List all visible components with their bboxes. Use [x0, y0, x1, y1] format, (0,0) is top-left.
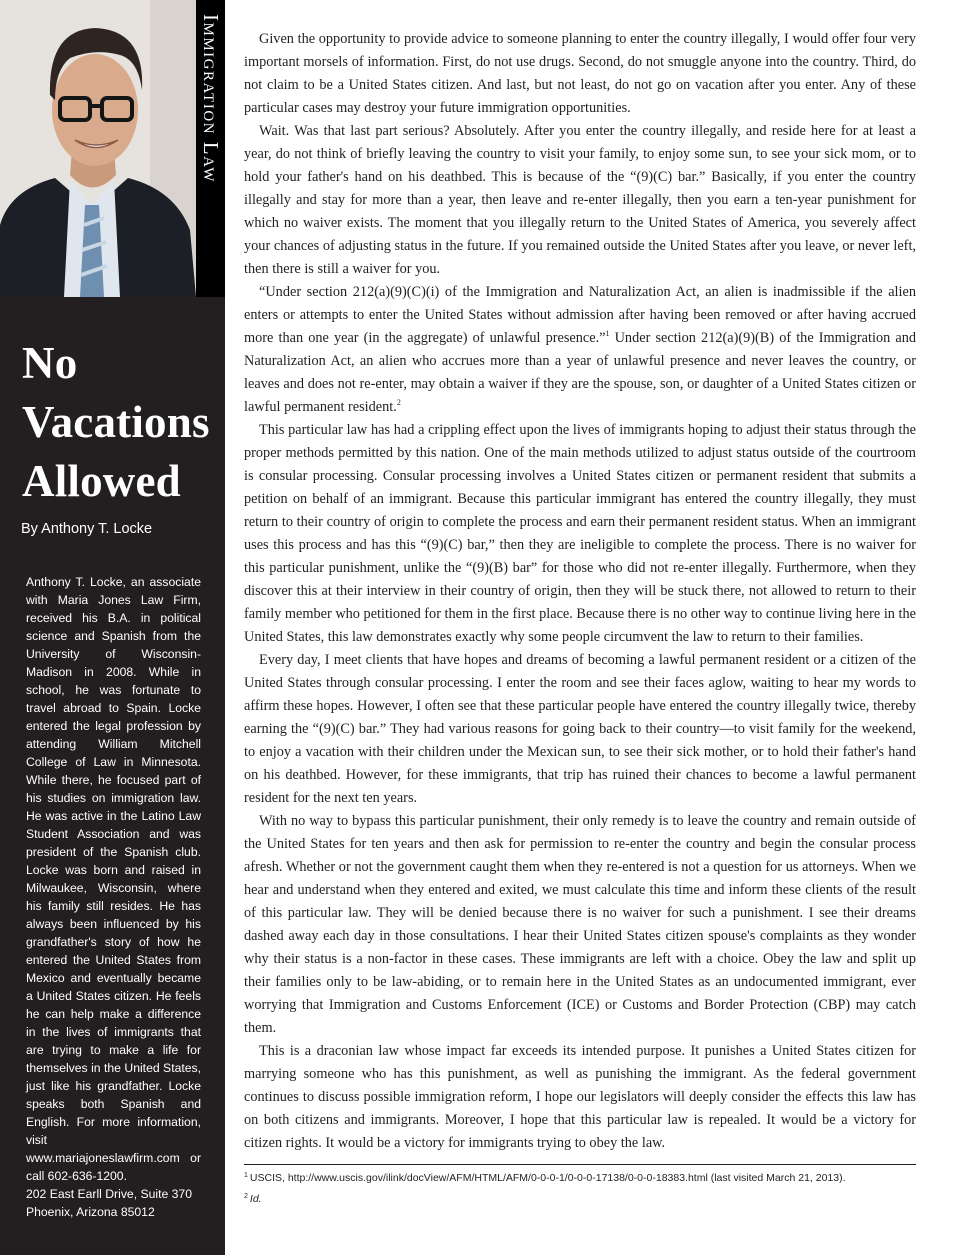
- footnote-number: 2: [244, 1192, 248, 1200]
- footnote: [244, 1171, 916, 1185]
- headline-line: No: [22, 338, 78, 388]
- footnote-text: Id.: [249, 1193, 262, 1205]
- statute-quote: “Under section 212(a)(9)(C)(i) of the Immigration and Naturalization Act, an alien is inadmissible if the alien enters or attempts to enter the United States without admission after having been removed or after having accrued more than one year (in the aggregate) of unlawful presence.”: [244, 284, 916, 346]
- headline-line: Allowed: [22, 456, 181, 506]
- article-paragraph: [244, 281, 916, 419]
- author-sidebar: [0, 0, 225, 1255]
- author-address-line: 202 East Earll Drive, Suite 370: [26, 1187, 192, 1201]
- headline: [22, 334, 222, 511]
- footnote-text: USCIS, http://www.uscis.gov/ilink/docView/AFM/HTML/AFM/0-0-0-1/0-0-0-17138/0-0-0-18383.html (last visited March 21, 2013).: [249, 1172, 846, 1184]
- article-paragraph: This particular law has had a crippling effect upon the lives of immigrants hoping to adjust their status through the proper methods permitted by this nation. One of the main methods utilized to adjust status outside of the courtroom is consular processing. Consular processing involves a United States citizen or permanent resident that submits a petition on behalf of an immigrant. Because this particular immigrant has entered the country illegally, they must return to their country of origin to complete the process and earn their permanent resident status. When an immigrant uses this process and has this “(9)(C) bar,” then they are ineligible to complete the process. There is no waiver for this particular punishment, unlike the “(9)(B) bar” for those who did not re-enter illegally. Furthermore, when they discover this at their interview in their country of origin, then they will be stuck there, not allowed to return to their family member who petitioned for them in the first place. Because there is no other way to continue living here in the United States, this law demonstrates exactly why some people circumvent the law to return to their families.: [244, 422, 916, 645]
- article-paragraph: Given the opportunity to provide advice to someone planning to enter the country illegally, I would offer four very important morsels of information. First, do not use drugs. Second, do not smuggle anyone into the country. Third, do not claim to be a United States citizen. And last, but not least, do not go on vacation after you enter. Any of these particular cases may destroy your future immigration opportunities.: [244, 31, 916, 116]
- author-photo: [0, 0, 196, 297]
- statute-explanation: Under section 212(a)(9)(B) of the Immigration and Naturalization Act, an alien who accrues more than a year of unlawful presence and never leaves the country, or leaves and does not re-enter, may obtain a waiver if they are the spouse, son, or daughter of a United States citizen or lawful permanent resident.: [244, 330, 916, 415]
- footnote-mark: 2: [396, 398, 401, 408]
- section-label: Immigration Law: [199, 14, 223, 183]
- footnote-number: 1: [244, 1171, 248, 1179]
- footnote-divider: [244, 1164, 916, 1165]
- footnote: [244, 1192, 916, 1206]
- article-paragraph: Every day, I meet clients that have hopes and dreams of becoming a lawful permanent resident or a citizen of the United States through consular processing. I enter the room and see their faces aglow, waiting to hear my words to affirm these hopes. However, I often see that these particular people have entered the country illegally twice, thereby earning the “(9)(C) bar.” They had various reasons for going back to their country—to visit family for the weekend, to enjoy a vacation with their children under the Mexican sun, to see their sick mother, or to hold their father's hand on his deathbed. However, for these immigrants, that trip has ruined their chances to become a lawful permanent resident for the next ten years.: [244, 652, 916, 806]
- headline-line: Vacations: [22, 397, 210, 447]
- footnote-mark: 1: [605, 329, 610, 339]
- author-portrait-illustration: [0, 0, 196, 297]
- author-bio: [26, 573, 201, 1221]
- footnotes: [244, 1171, 916, 1213]
- article-paragraph: With no way to bypass this particular punishment, their only remedy is to leave the country and remain outside of the United States for ten years and then ask for permission to re-enter the country and begin the consular process afresh. Whether or not the government caught them when they re-entered is not a question for us attorneys. When we hear and understand when they entered and exited, we must calculate this time and inform these clients of the result of this particular law. They will be denied because there is no waiver for such a punishment. I see their dreams dashed away each day in those consultations. I hear their United States citizen spouse's complaints as they wonder why their status is a non-factor in these cases. These immigrants are left with a choice. Obey the law and split up their families only to be law-abiding, or to remain here in the United States as an undocumented immigrant, ever worrying that Immigration and Customs Enforcement (ICE) or Customs and Border Protection (CBP) may catch them.: [244, 813, 916, 1036]
- byline: By Anthony T. Locke: [21, 521, 153, 537]
- article-paragraph: Wait. Was that last part serious? Absolutely. After you enter the country illegally, and reside here for at least a year, do not think of briefly leaving the country to visit your family, to enjoy some sun, to see your sick mom, or to hold your father's hand on his deathbed. This is because of the “(9)(C) bar.” Basically, if you enter the country illegally and stay for more than a year, then leave and re-enter illegally, then you earn a ten-year punishment for which no waiver exists. The moment that you illegally return to the United States of America, you severely affect your chances of adjusting status in the future. If you remained outside the United States after you leave, or never left, then there is still a waiver for you.: [244, 123, 916, 277]
- article-body: [244, 28, 916, 1155]
- author-bio-text: Anthony T. Locke, an associate with Maria Jones Law Firm, received his B.A. in political science and Spanish from the University of Wisconsin-Madison in 2008. While in school, he was fortunate to travel abroad to Spain. Locke entered the legal profession by attending William Mitchell College of Law in Minnesota. While there, he focused part of his studies on immigration law. He was active in the Latino Law Student Association and was president of the Spanish club. Locke was born and raised in Milwaukee, Wisconsin, where his family still resides. He has always been influenced by his grandfather's story of how he entered the United States from Mexico and eventually became a United States citizen. He feels he can help make a difference in the lives of immigrants that are trying to make a life for themselves in the United States, just like his grandfather. Locke speaks both Spanish and English. For more information, visit www.mariajoneslawfirm.com or call 602-636-1200.: [26, 575, 201, 1183]
- article-paragraph: This is a draconian law whose impact far exceeds its intended purpose. It punishes a United States citizen for marrying someone who has this punishment, as well as punishing the immigrant. As the federal government continues to discuss possible immigration reform, I hope our legislators will deeply consider the effects this law has on both citizens and immigrants. Moreover, I hope that this particular law is repealed. It would be a victory for citizen rights. It would be a victory for immigrants trying to obey the law.: [244, 1043, 916, 1151]
- author-address-line: Phoenix, Arizona 85012: [26, 1205, 155, 1219]
- section-tab: [196, 0, 225, 297]
